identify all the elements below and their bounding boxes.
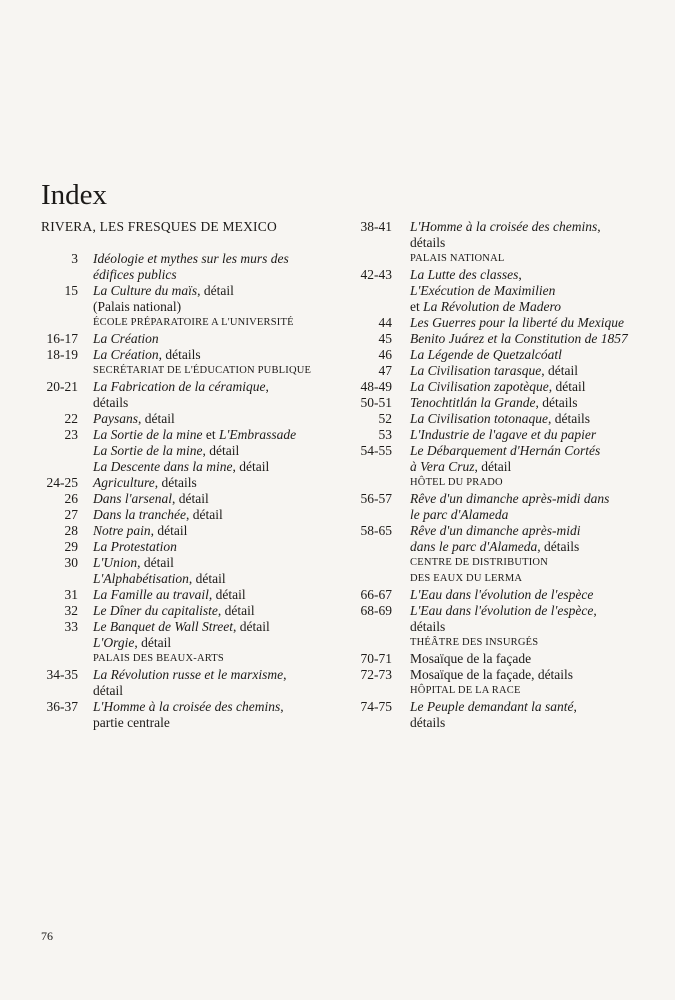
entry-line bbox=[410, 411, 658, 427]
entry-note: , détail bbox=[202, 443, 240, 458]
artwork-title: Dans l'arsenal bbox=[93, 491, 173, 506]
artwork-title: Agriculture bbox=[93, 475, 155, 490]
index-column-right bbox=[358, 219, 658, 731]
entry-title bbox=[392, 651, 658, 667]
entry-line bbox=[93, 507, 341, 523]
entry-note: , détail bbox=[137, 555, 174, 570]
entry-note: , détails bbox=[548, 411, 591, 426]
index-section-label bbox=[358, 571, 658, 587]
index-entry bbox=[41, 331, 341, 347]
entry-note: , détail bbox=[474, 459, 512, 474]
entry-note: , bbox=[597, 219, 601, 234]
page-title: Index bbox=[41, 179, 108, 212]
artwork-title: L'Homme à la croisée des chemins bbox=[410, 219, 598, 234]
entry-title bbox=[392, 443, 658, 475]
entry-title bbox=[78, 507, 341, 523]
entry-line bbox=[410, 507, 658, 523]
entry-line bbox=[93, 427, 341, 443]
artwork-title: La Civilisation zapotèque bbox=[410, 379, 549, 394]
index-entry bbox=[358, 331, 658, 347]
artwork-title: Rêve d'un dimanche après-midi dans bbox=[410, 491, 610, 506]
entry-note: , bbox=[280, 699, 284, 714]
entry-page-range: 58-65 bbox=[360, 523, 392, 538]
entry-title bbox=[392, 395, 658, 411]
entry-note: , bbox=[518, 267, 522, 282]
entry-note: , détails bbox=[158, 347, 201, 362]
entry-page-range: 70-71 bbox=[360, 651, 392, 666]
entry-note: , détail bbox=[150, 523, 188, 538]
index-entry bbox=[358, 363, 658, 379]
entry-title bbox=[392, 363, 658, 379]
entry-note: , détails bbox=[154, 475, 197, 490]
section-label-text: DES EAUX DU LERMA bbox=[410, 573, 523, 584]
entry-line bbox=[410, 715, 658, 731]
entry-note: , détail bbox=[188, 571, 226, 586]
entry-note: , bbox=[573, 699, 577, 714]
entry-line bbox=[93, 571, 341, 587]
artwork-title: Notre pain bbox=[93, 523, 151, 538]
artwork-title: La Fabrication de la céramique bbox=[93, 379, 266, 394]
index-entry bbox=[358, 443, 658, 475]
entry-note: , détail bbox=[138, 411, 175, 426]
artwork-title: L'Eau dans l'évolution de l'espèce bbox=[410, 603, 594, 618]
artwork-title: L'Orgie bbox=[93, 635, 135, 650]
artwork-title: L'Union bbox=[93, 555, 138, 570]
entry-line bbox=[93, 379, 341, 395]
entry-title bbox=[392, 315, 658, 331]
entry-note: partie centrale bbox=[93, 715, 170, 730]
index-entry bbox=[41, 427, 341, 475]
entry-title bbox=[392, 523, 658, 555]
entry-line bbox=[93, 715, 341, 731]
entry-line bbox=[93, 539, 341, 555]
entry-page-range: 48-49 bbox=[360, 379, 392, 394]
artwork-title: Benito Juárez et la Constitution de 1857 bbox=[410, 331, 628, 346]
index-entry bbox=[41, 491, 341, 507]
artwork-title: La Culture du maïs bbox=[93, 283, 198, 298]
entry-note: détails bbox=[93, 395, 129, 410]
entry-note: , détail bbox=[232, 459, 270, 474]
entry-title bbox=[78, 427, 341, 475]
artwork-title: L'Eau dans l'évolution de l'espèce bbox=[410, 587, 594, 602]
entry-line bbox=[93, 491, 341, 507]
entry-line bbox=[93, 395, 341, 411]
index-entry bbox=[358, 267, 658, 315]
artwork-title: Le Dîner du capitaliste bbox=[93, 603, 218, 618]
entry-line bbox=[410, 283, 658, 299]
entry-note: et bbox=[202, 427, 219, 442]
entry-note: , détail bbox=[134, 635, 172, 650]
entry-note: , détails bbox=[535, 395, 578, 410]
entry-line bbox=[93, 347, 341, 363]
entry-page-range: 34-35 bbox=[46, 667, 78, 682]
entry-page-range: 54-55 bbox=[360, 443, 392, 458]
entry-title bbox=[392, 587, 658, 603]
artwork-title: La Protestation bbox=[93, 539, 177, 554]
artwork-title: La Révolution de Madero bbox=[423, 299, 561, 314]
entry-page-range: 15 bbox=[64, 283, 78, 298]
index-section-label bbox=[358, 555, 658, 571]
index-entry bbox=[358, 523, 658, 555]
entry-line bbox=[93, 555, 341, 571]
entry-line bbox=[93, 331, 341, 347]
artwork-title: La Création bbox=[93, 331, 159, 346]
artwork-title: La Famille au travail bbox=[93, 587, 209, 602]
index-section-label bbox=[41, 363, 341, 379]
entry-page-range: 32 bbox=[64, 603, 78, 618]
entry-line bbox=[93, 667, 341, 683]
index-entry bbox=[41, 475, 341, 491]
section-label-text: PALAIS NATIONAL bbox=[410, 253, 505, 264]
entry-line bbox=[93, 267, 341, 283]
entry-title bbox=[78, 555, 341, 587]
entry-note: , bbox=[265, 379, 269, 394]
entry-note: (Palais national) bbox=[93, 299, 182, 314]
index-column-left bbox=[41, 251, 341, 731]
entry-page-range: 53 bbox=[378, 427, 392, 442]
artwork-title: La Descente dans la mine bbox=[93, 459, 233, 474]
section-label-text: HÔTEL DU PRADO bbox=[410, 477, 503, 488]
index-entry bbox=[358, 219, 658, 251]
entry-page-range: 46 bbox=[378, 347, 392, 362]
entry-title bbox=[78, 251, 341, 283]
entry-page-range: 18-19 bbox=[46, 347, 78, 362]
index-section-heading: RIVERA, LES FRESQUES DE MEXICO bbox=[41, 219, 277, 234]
entry-note: , bbox=[283, 667, 287, 682]
entry-page-range: 27 bbox=[64, 507, 78, 522]
entry-note: , détail bbox=[208, 587, 246, 602]
entry-page-range: 72-73 bbox=[360, 667, 392, 682]
artwork-title: Le Débarquement d'Hernán Cortés bbox=[410, 443, 601, 458]
entry-line bbox=[93, 699, 341, 715]
entry-note: détails bbox=[410, 619, 446, 634]
entry-page-range: 33 bbox=[64, 619, 78, 634]
index-entry bbox=[358, 587, 658, 603]
entry-note: détail bbox=[93, 683, 123, 698]
entry-title bbox=[392, 219, 658, 251]
entry-line bbox=[410, 523, 658, 539]
index-section-label bbox=[358, 635, 658, 651]
entry-line bbox=[410, 395, 658, 411]
section-label-text: THÉÂTRE DES INSURGÉS bbox=[410, 637, 539, 648]
artwork-title: le parc d'Alameda bbox=[410, 507, 509, 522]
artwork-title: La Lutte des classes bbox=[410, 267, 519, 282]
entry-page-range: 44 bbox=[378, 315, 392, 330]
index-entry bbox=[358, 411, 658, 427]
entry-note: , détails bbox=[537, 539, 580, 554]
index-entry bbox=[41, 411, 341, 427]
index-entry bbox=[358, 347, 658, 363]
artwork-title: édifices publics bbox=[93, 267, 177, 282]
entry-line bbox=[410, 603, 658, 619]
artwork-title: L'Exécution de Maximilien bbox=[410, 283, 556, 298]
index-section-label bbox=[358, 683, 658, 699]
entry-note: , détail bbox=[541, 363, 579, 378]
entry-line bbox=[93, 635, 341, 651]
entry-line bbox=[410, 379, 658, 395]
entry-note: , détail bbox=[185, 507, 223, 522]
index-entry bbox=[358, 379, 658, 395]
entry-line bbox=[410, 315, 658, 331]
entry-title bbox=[78, 475, 341, 491]
index-section-label bbox=[41, 651, 341, 667]
section-label-text: ÉCOLE PRÉPARATOIRE A L'UNIVERSITÉ bbox=[93, 317, 294, 328]
entry-page-range: 38-41 bbox=[360, 219, 392, 234]
artwork-title: dans le parc d'Alameda bbox=[410, 539, 538, 554]
entry-page-range: 16-17 bbox=[46, 331, 78, 346]
entry-page-range: 29 bbox=[64, 539, 78, 554]
entry-line bbox=[410, 219, 658, 235]
entry-line bbox=[410, 539, 658, 555]
entry-title bbox=[392, 491, 658, 523]
artwork-title: L'Industrie de l'agave et du papier bbox=[410, 427, 597, 442]
artwork-title: L'Alphabétisation bbox=[93, 571, 189, 586]
entry-line bbox=[410, 619, 658, 635]
entry-title bbox=[392, 267, 658, 315]
index-section-label bbox=[358, 251, 658, 267]
entry-page-range: 66-67 bbox=[360, 587, 392, 602]
index-entry bbox=[41, 587, 341, 603]
entry-title bbox=[392, 331, 658, 347]
entry-title bbox=[78, 667, 341, 699]
entry-line bbox=[93, 299, 341, 315]
entry-note: , détail bbox=[232, 619, 270, 634]
entry-note: détails bbox=[410, 235, 446, 250]
index-entry bbox=[358, 315, 658, 331]
entry-note: et bbox=[410, 299, 424, 314]
section-label-text: SECRÉTARIAT DE L'ÉDUCATION PUBLIQUE bbox=[93, 365, 312, 376]
artwork-title: La Civilisation tarasque bbox=[410, 363, 542, 378]
index-entry bbox=[41, 539, 341, 555]
entry-line bbox=[410, 699, 658, 715]
entry-line bbox=[93, 619, 341, 635]
entry-page-range: 74-75 bbox=[360, 699, 392, 714]
entry-title bbox=[78, 411, 341, 427]
entry-note: , détail bbox=[172, 491, 209, 506]
entry-title bbox=[392, 347, 658, 363]
entry-title bbox=[392, 603, 658, 635]
index-entry bbox=[41, 283, 341, 315]
entry-title bbox=[392, 667, 658, 683]
entry-page-range: 45 bbox=[378, 331, 392, 346]
index-entry bbox=[358, 651, 658, 667]
artwork-title: Le Banquet de Wall Street bbox=[93, 619, 233, 634]
entry-note: , détail bbox=[548, 379, 586, 394]
entry-page-range: 52 bbox=[378, 411, 392, 426]
entry-title bbox=[392, 427, 658, 443]
entry-line bbox=[93, 475, 341, 491]
index-entry bbox=[41, 251, 341, 283]
artwork-title: Paysans bbox=[93, 411, 138, 426]
artwork-title: Idéologie et mythes sur les murs des bbox=[93, 251, 289, 266]
index-entry bbox=[41, 523, 341, 539]
entry-title bbox=[78, 491, 341, 507]
artwork-title: La Civilisation totonaque bbox=[410, 411, 549, 426]
entry-page-range: 36-37 bbox=[46, 699, 78, 714]
entry-page-range: 68-69 bbox=[360, 603, 392, 618]
artwork-title: à Vera Cruz bbox=[410, 459, 475, 474]
artwork-title: L'Homme à la croisée des chemins bbox=[93, 699, 281, 714]
entry-page-range: 30 bbox=[64, 555, 78, 570]
entry-line bbox=[93, 587, 341, 603]
entry-line bbox=[410, 347, 658, 363]
artwork-title: Tenochtitlán la Grande bbox=[410, 395, 536, 410]
entry-line bbox=[93, 683, 341, 699]
entry-title bbox=[78, 587, 341, 603]
index-entry bbox=[41, 379, 341, 411]
index-entry bbox=[358, 395, 658, 411]
index-entry bbox=[358, 699, 658, 731]
entry-page-range: 20-21 bbox=[46, 379, 78, 394]
artwork-title: Les Guerres pour la liberté du Mexique bbox=[410, 315, 624, 330]
entry-line bbox=[93, 603, 341, 619]
index-entry bbox=[358, 667, 658, 683]
entry-page-range: 28 bbox=[64, 523, 78, 538]
artwork-title: Rêve d'un dimanche après-midi bbox=[410, 523, 581, 538]
artwork-title: La Sortie de la mine bbox=[93, 427, 203, 442]
index-entry bbox=[358, 427, 658, 443]
entry-title bbox=[78, 699, 341, 731]
index-entry bbox=[358, 491, 658, 523]
page-number: 76 bbox=[41, 929, 53, 943]
artwork-title: La Révolution russe et le marxisme bbox=[93, 667, 284, 682]
artwork-title: La Création bbox=[93, 347, 159, 362]
entry-line bbox=[93, 459, 341, 475]
entry-line bbox=[93, 283, 341, 299]
index-entry bbox=[41, 699, 341, 731]
entry-title bbox=[78, 523, 341, 539]
entry-page-range: 56-57 bbox=[360, 491, 392, 506]
entry-line bbox=[410, 587, 658, 603]
index-entry bbox=[358, 603, 658, 635]
entry-note: détails bbox=[410, 715, 446, 730]
artwork-title: L'Embrassade bbox=[219, 427, 297, 442]
section-label-text: CENTRE DE DISTRIBUTION bbox=[410, 557, 548, 568]
entry-title bbox=[392, 379, 658, 395]
artwork-title: La Légende de Quetzalcóatl bbox=[410, 347, 562, 362]
entry-note: Mosaïque de la façade bbox=[410, 651, 532, 666]
entry-title bbox=[78, 347, 341, 363]
index-section-label bbox=[41, 315, 341, 331]
entry-line bbox=[410, 443, 658, 459]
entry-line bbox=[410, 331, 658, 347]
entry-line bbox=[410, 667, 658, 683]
entry-line bbox=[410, 427, 658, 443]
entry-title bbox=[392, 411, 658, 427]
index-entry bbox=[41, 603, 341, 619]
entry-line bbox=[410, 299, 658, 315]
artwork-title: Dans la tranchée bbox=[93, 507, 186, 522]
index-entry bbox=[41, 667, 341, 699]
entry-note: , détail bbox=[217, 603, 255, 618]
entry-page-range: 47 bbox=[378, 363, 392, 378]
entry-note: , détail bbox=[197, 283, 234, 298]
entry-title bbox=[78, 331, 341, 347]
entry-page-range: 24-25 bbox=[46, 475, 78, 490]
index-entry bbox=[41, 507, 341, 523]
artwork-title: Le Peuple demandant la santé bbox=[410, 699, 574, 714]
entry-title bbox=[78, 283, 341, 315]
entry-line bbox=[410, 459, 658, 475]
entry-page-range: 22 bbox=[64, 411, 78, 426]
entry-title bbox=[78, 603, 341, 619]
index-entry bbox=[41, 347, 341, 363]
entry-page-range: 31 bbox=[64, 587, 78, 602]
index-entry bbox=[41, 619, 341, 651]
entry-page-range: 23 bbox=[64, 427, 78, 442]
entry-line bbox=[93, 523, 341, 539]
entry-title bbox=[78, 539, 341, 555]
entry-line bbox=[410, 363, 658, 379]
section-label-text: PALAIS DES BEAUX-ARTS bbox=[93, 653, 224, 664]
entry-line bbox=[410, 267, 658, 283]
entry-line bbox=[93, 411, 341, 427]
index-entry bbox=[41, 555, 341, 587]
section-label-text: HÔPITAL DE LA RACE bbox=[410, 685, 521, 696]
entry-line bbox=[93, 443, 341, 459]
entry-title bbox=[78, 619, 341, 651]
entry-page-range: 26 bbox=[64, 491, 78, 506]
entry-page-range: 50-51 bbox=[360, 395, 392, 410]
entry-line bbox=[410, 235, 658, 251]
entry-page-range: 42-43 bbox=[360, 267, 392, 282]
entry-line bbox=[410, 491, 658, 507]
entry-note: Mosaïque de la façade, détails bbox=[410, 667, 574, 682]
entry-line bbox=[410, 651, 658, 667]
entry-title bbox=[78, 379, 341, 411]
entry-title bbox=[392, 699, 658, 731]
artwork-title: La Sortie de la mine bbox=[93, 443, 203, 458]
entry-line bbox=[93, 251, 341, 267]
entry-page-range: 3 bbox=[71, 251, 78, 266]
index-section-label bbox=[358, 475, 658, 491]
entry-note: , bbox=[593, 603, 597, 618]
